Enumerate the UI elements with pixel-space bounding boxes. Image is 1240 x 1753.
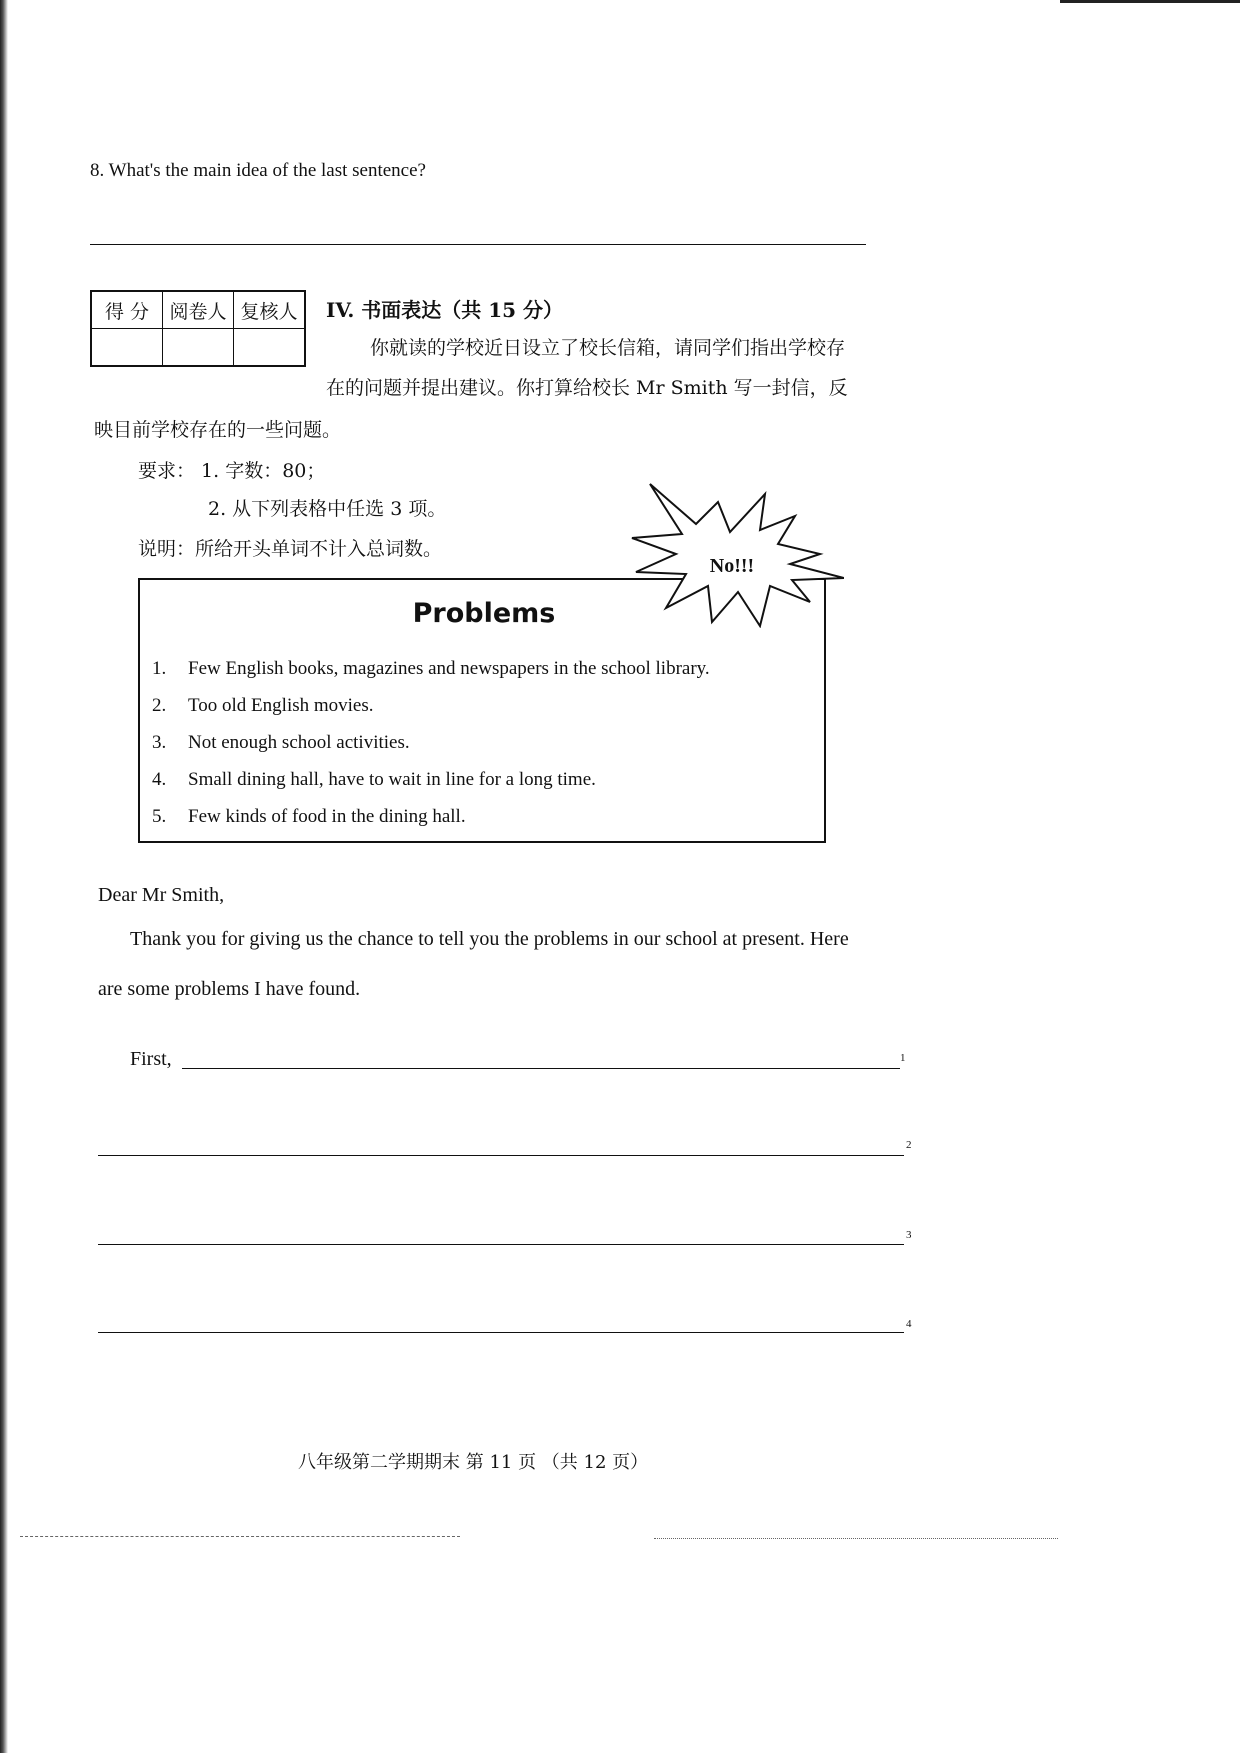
item-number: 5. bbox=[152, 806, 167, 827]
requirement-2: 2. 从下列表格中任选 3 项。 bbox=[208, 498, 447, 520]
item-number: 4. bbox=[152, 769, 167, 790]
letter-salutation: Dear Mr Smith, bbox=[98, 884, 225, 906]
question-8-answer-line bbox=[90, 244, 866, 245]
scan-top-mark bbox=[1060, 0, 1240, 3]
line-mark-4: 4 bbox=[906, 1318, 912, 1330]
letter-body-line-1: Thank you for giving us the chance to tell you the problems in our school at present. Here bbox=[130, 928, 849, 950]
first-label: First, bbox=[130, 1048, 172, 1070]
letter-body-line-2: are some problems I have found. bbox=[98, 978, 361, 1000]
section-title: IV. 书面表达（共 15 分） bbox=[326, 298, 564, 322]
score-cell[interactable] bbox=[91, 329, 163, 367]
answer-line-1[interactable] bbox=[182, 1068, 900, 1069]
problems-list bbox=[152, 656, 710, 841]
grader-cell[interactable] bbox=[163, 329, 234, 367]
prompt-line-2: 在的问题并提出建议。你打算给校长 Mr Smith 写一封信，反 bbox=[326, 377, 848, 399]
cut-line-right bbox=[654, 1538, 1058, 1539]
requirement-1: 要求： 1. 字数：80； bbox=[138, 460, 326, 482]
item-number: 1. bbox=[152, 658, 167, 679]
item-text: Small dining hall, have to wait in line for a long time. bbox=[188, 769, 596, 790]
reviewer-cell[interactable] bbox=[234, 329, 306, 367]
score-header: 得 分 bbox=[91, 291, 163, 329]
reviewer-header: 复核人 bbox=[234, 291, 306, 329]
grader-header: 阅卷人 bbox=[163, 291, 234, 329]
page-footer: 八年级第二学期期末 第 11 页 （共 12 页） bbox=[298, 1452, 649, 1473]
item-number: 3. bbox=[152, 732, 167, 753]
question-8: 8. What's the main idea of the last sentence? bbox=[90, 160, 426, 181]
list-item bbox=[152, 656, 710, 693]
list-item bbox=[152, 804, 710, 841]
starburst-icon bbox=[630, 482, 844, 628]
line-mark-3: 3 bbox=[906, 1229, 912, 1241]
list-item bbox=[152, 767, 710, 804]
answer-line-2[interactable] bbox=[98, 1155, 904, 1156]
line-mark-2: 2 bbox=[906, 1139, 912, 1151]
item-number: 2. bbox=[152, 695, 167, 716]
prompt-line-1: 你就读的学校近日设立了校长信箱，请同学们指出学校存 bbox=[370, 337, 846, 359]
item-text: Few English books, magazines and newspapers in the school library. bbox=[188, 658, 710, 679]
scan-edge-shadow bbox=[0, 0, 8, 1753]
prompt-line-3: 映目前学校存在的一些问题。 bbox=[94, 419, 342, 441]
answer-line-3[interactable] bbox=[98, 1244, 904, 1245]
item-text: Not enough school activities. bbox=[188, 732, 410, 753]
instruction-note: 说明：所给开头单词不计入总词数。 bbox=[138, 538, 443, 560]
score-table bbox=[90, 290, 306, 367]
item-text: Too old English movies. bbox=[188, 695, 374, 716]
answer-line-4[interactable] bbox=[98, 1332, 904, 1333]
list-item bbox=[152, 693, 710, 730]
line-mark-1: 1 bbox=[900, 1052, 906, 1064]
starburst-text: No!!! bbox=[709, 555, 755, 577]
cut-line-left bbox=[20, 1536, 460, 1537]
problems-title: Problems bbox=[412, 598, 556, 629]
list-item bbox=[152, 730, 710, 767]
item-text: Few kinds of food in the dining hall. bbox=[188, 806, 466, 827]
